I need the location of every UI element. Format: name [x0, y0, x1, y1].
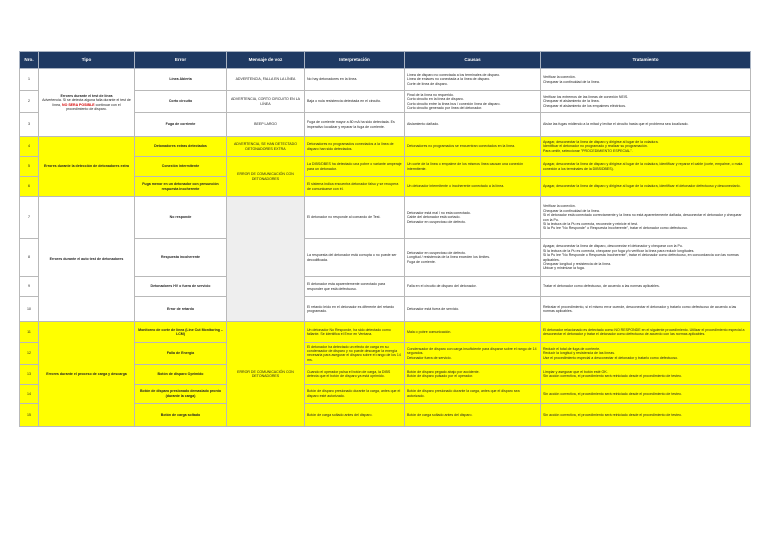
- causes: [405, 403, 541, 426]
- causes: [405, 197, 541, 239]
- group-cell-test-linea: [39, 69, 135, 137]
- group-title: Errores durante el test de línea: [60, 93, 113, 98]
- treatment: [541, 91, 751, 113]
- cause-line: Detonadores no programados se encuentran conectados en la línea.: [407, 144, 516, 149]
- interpretation: El detonador ha detectado un efecto de carga en su condensador de disparo y no puede descargar la energía necesaria para asegurar el disparo sobre el rango de los 14 ms.: [305, 343, 405, 365]
- treatment: [541, 297, 751, 322]
- treatment: [541, 364, 751, 384]
- interpretation: El detonador esta aparentemente conectado para responder que está defectuoso.: [305, 277, 405, 297]
- treatment: [541, 113, 751, 137]
- treatment-line: Apagar, desconectar la línea de disparo y dirigirse al lugar de la voladura, identificar y reparar el cable (corte, empalme, o mala conexión a los terminales de la DIBS/DBES).: [543, 162, 743, 171]
- row-number: 5: [20, 157, 39, 177]
- error-name: Respuesta incoherente: [135, 239, 227, 277]
- group-cell-auto-test: Errores durante el auto test de detonadores: [39, 197, 135, 322]
- cause-line: Línea de disparo no conectada a los terminales de disparo.: [407, 72, 501, 77]
- treatment-line: Chequear la continuidad de la línea.: [543, 79, 600, 84]
- header-no: Nro.: [20, 52, 39, 69]
- treatment: [541, 322, 751, 343]
- interpretation: La DIBS/DBES ha detectado una pobre o variante amperaje para un detonador.: [305, 157, 405, 177]
- treatment-line: Apagar, desconectar la línea de disparo y dirigirse al lugar de la voladura, identificar el detonador defectuoso y desconectarlo.: [543, 184, 741, 189]
- treatment: [541, 239, 751, 277]
- causes: [405, 364, 541, 384]
- treatment: [541, 197, 751, 239]
- interpretation: Detonadores no programados conectados a la línea de disparo han sido detectados.: [305, 137, 405, 157]
- cause-line: Un corte de la línea o empalme de los mismos línea causan una conexión intermitente.: [407, 162, 524, 171]
- causes: [405, 177, 541, 197]
- interpretation: Cuando el operador pulsa el botón de carga, la DIBS detecta que el botón de disparo ya está oprimido.: [305, 364, 405, 384]
- treatment-line: Chequear la continuidad de la línea.: [543, 208, 600, 213]
- error-name: Botón de disparo presionado demasiado pronto (durante la carga): [135, 384, 227, 403]
- causes: [405, 277, 541, 297]
- error-name: Línea Abierta: [135, 69, 227, 91]
- treatment: [541, 157, 751, 177]
- row-number: 4: [20, 137, 39, 157]
- cause-line: Cable del detonador está cortado.: [407, 215, 461, 220]
- cause-line: Detonador está mal / no esta conectado.: [407, 210, 471, 215]
- causes: [405, 322, 541, 343]
- cause-line: Corto circuito entre la línea bus / conexión línea de disparo.: [407, 101, 501, 106]
- cause-line: Botón de disparo pegado abajo por accidente.: [407, 369, 480, 374]
- header-tratamiento: Tratamiento: [541, 52, 751, 69]
- treatment-line: Si la Pu lee "No Responde o Respuesta Incoherente", tratar el detonador como defectuoso, en concordancia con las normas aplicables.: [543, 253, 739, 262]
- treatment-line: Reducir el total de fuga de corriente.: [543, 346, 601, 351]
- treatment-line: Ubicar y minimizar la fuga.: [543, 266, 585, 271]
- table-row: [20, 69, 751, 91]
- treatment-line: Si la lectura de la Pu es correcta, chequear por fuga y/o verificar la línea para reducir longitudes.: [543, 248, 695, 253]
- cause-line: Longitud / resistencia de la línea exceden los límites.: [407, 255, 491, 260]
- treatment-line: Tratar el detonador como defectuoso, de acuerdo a las normas aplicables.: [543, 284, 660, 289]
- error-name: Monitoreo de corte de línea (Line Cut Monitoring – LCM): [135, 322, 227, 343]
- error-name: Falla de Energía: [135, 343, 227, 365]
- cause-line: Condensador de disparo con carga insuficiente para disparar sobre el rango de 14 segundos.: [407, 346, 537, 356]
- error-name: Botón de carga soltado: [135, 403, 227, 426]
- group-note-post: continuar con el procedimiento de disparo.: [66, 102, 121, 111]
- cause-line: Botón de carga soltado antes del disparo.: [407, 412, 473, 417]
- interpretation: Baja o nula resistencia detectada en el circuito.: [305, 91, 405, 113]
- header-mensaje: Mensaje de voz: [227, 52, 305, 69]
- treatment-line: Si la lectura de la Pu es correcta, reconecte y reinicie el test.: [543, 221, 639, 226]
- row-number: 14: [20, 384, 39, 403]
- cause-line: Corte de línea de disparo.: [407, 81, 448, 86]
- cause-line: Corto circuito en la línea de disparo.: [407, 97, 464, 102]
- cause-line: Falla en el circuito de disparo del detonador.: [407, 284, 477, 289]
- treatment: [541, 384, 751, 403]
- causes: [405, 157, 541, 177]
- treatment: [541, 137, 751, 157]
- causes: [405, 343, 541, 365]
- treatment: [541, 69, 751, 91]
- treatment-line: Si la Pu lee "No Responde" o Respuesta Incoherente", tratar el detonador como defectuoso.: [543, 226, 688, 231]
- error-name: Fuga menor en un detonador con presunción respuesta incoherente: [135, 177, 227, 197]
- treatment: [541, 277, 751, 297]
- cause-line: Detonador está fuera de servicio.: [407, 306, 460, 311]
- treatment-line: Sin acción correctiva, el procedimiento será reiniciado desde el procedimiento de testeo.: [543, 391, 682, 396]
- voice-message: ERROR DE COMUNICACIÓN CON DETONADORES: [227, 322, 305, 427]
- cause-line: Detonador en cuspectoso de defecto.: [407, 250, 466, 255]
- interpretation: Un detonador No Responde, ha sido detectado como fallante. Se identifica el Error en Ventana.: [305, 322, 405, 343]
- interpretation: El detonador no responde al comando de Test.: [305, 197, 405, 239]
- treatment-line: Chequear longitud y resistencia de la línea.: [543, 261, 612, 266]
- treatment-line: Limpiar y asegurar que el botón esté OK.: [543, 369, 608, 374]
- treatment-line: El detonador relacionado es detectado como NO RESPONDE en el siguiente procedimiento. Utilizar el procedimiento especial a desconectar el detonador y tratar el detonador como defectuoso de acuerdo con las normas aplicables.: [543, 327, 745, 336]
- treatment-line: Sin acción correctiva, el procedimiento será reiniciado desde el procedimiento de testeo.: [543, 374, 682, 379]
- cause-line: Línea de enlaces no conectada a la línea de disparo.: [407, 77, 491, 82]
- causes: [405, 239, 541, 277]
- cause-line: Aislamiento dañado.: [407, 122, 440, 127]
- header-interpretacion: Interpretación: [305, 52, 405, 69]
- treatment-line: Verificar los extremos de las líneas de conexión NEIS.: [543, 94, 629, 99]
- error-table: [19, 51, 751, 427]
- row-number: 8: [20, 239, 39, 277]
- voice-message: BEEP LARGO: [227, 113, 305, 137]
- row-number: 9: [20, 277, 39, 297]
- header-causas: Causas: [405, 52, 541, 69]
- interpretation: La respuesta del detonador está corrupta o no puede ser decodificada.: [305, 239, 405, 277]
- causes: [405, 113, 541, 137]
- interpretation: El sistema indica encuentra detonador falso y se recupera de comunicarse con él.: [305, 177, 405, 197]
- causes: [405, 137, 541, 157]
- interpretation: No hay detonadores en la línea.: [305, 69, 405, 91]
- cause-line: Mala o pobre comunicación.: [407, 329, 452, 334]
- error-name: Corto circuito: [135, 91, 227, 113]
- voice-message: ADVERTENCIA, FALLA EN LA LÍNEA: [227, 69, 305, 91]
- treatment-line: Para omitir, seleccionar "PROCEDIMIENTO ESPECIAL".: [543, 148, 633, 153]
- table-row: [20, 322, 751, 343]
- treatment-line: Verificar la conexión.: [543, 75, 576, 80]
- error-name: Conexión intermitente: [135, 157, 227, 177]
- cause-line: Fuga de corriente.: [407, 259, 436, 264]
- treatment-line: Chequear el aislamiento de los empalmes eléctricos.: [543, 103, 626, 108]
- table-row: [20, 137, 751, 157]
- row-number: 10: [20, 297, 39, 322]
- treatment-line: Si el detonador está conectado correctamente y la línea no está aparentemente dañada, desconectar el detonador y chequear con la Pu.: [543, 213, 742, 222]
- treatment-line: Use el procedimiento especial a desconectar el detonador y tratarlo como defectuoso.: [543, 355, 679, 360]
- interpretation: Botón de carga soltado antes del disparo.: [305, 403, 405, 426]
- error-name: Detonadores extras detectados: [135, 137, 227, 157]
- group-cell-detonadores-extra: Errores durante la detección de detonadores extra: [39, 137, 135, 197]
- voice-message: ADVERTENCIA, SE HAN DETECTADO DETONADORES EXTRA: [227, 137, 305, 157]
- treatment-line: Verificar la conexión.: [543, 204, 576, 209]
- row-number: 13: [20, 364, 39, 384]
- voice-message: ADVERTENCIA, CORTO CIRCUITO EN LA LÍNEA: [227, 91, 305, 113]
- treatment-line: Apagar, desconectar la línea de disparo, desconectar el detonador y chequear con la Pu.: [543, 244, 683, 249]
- cause-line: Final de la línea no requerido.: [407, 92, 454, 97]
- row-number: 3: [20, 113, 39, 137]
- row-number: 2: [20, 91, 39, 113]
- causes: [405, 384, 541, 403]
- error-name: No responde: [135, 197, 227, 239]
- group-cell-carga-descarga: Errores durante el proceso de carga y descarga: [39, 322, 135, 427]
- treatment-line: Aislar las fugas midiendo a la mitad y levitar el circuito hasta que el problema sea localizado.: [543, 122, 689, 127]
- row-number: 11: [20, 322, 39, 343]
- cause-line: Un detonador intermitente o incoherente conectado a la línea.: [407, 184, 505, 189]
- error-name: Error de retardo: [135, 297, 227, 322]
- group-note-warning: NO SERA POSIBLE: [62, 102, 95, 107]
- treatment-line: Sin acción correctiva, el procedimiento será reiniciado desde el procedimiento de testeo.: [543, 412, 682, 417]
- table-row: [20, 197, 751, 239]
- group-note-pre: Advertencia. Si se detecta alguna falla durante el test de línea,: [42, 98, 131, 107]
- treatment-line: Retiralar el procedimiento, si el mismo error cuende, desconectar el detonador y tratarlo como defectuoso de acuerdo a las normas aplicables.: [543, 304, 737, 313]
- error-name: Detonadores HV o fuera de servicio: [135, 277, 227, 297]
- row-number: 12: [20, 343, 39, 365]
- interpretation: El retardo leído en el detonador es diferente del retardo programado.: [305, 297, 405, 322]
- error-name: Fuga de corriente: [135, 113, 227, 137]
- voice-message: [227, 197, 305, 322]
- header-tipo: Tipo: [39, 52, 135, 69]
- causes: [405, 91, 541, 113]
- treatment-line: Identificar el detonador no programado y realizar su programación.: [543, 144, 648, 149]
- header-error: Error: [135, 52, 227, 69]
- treatment: [541, 403, 751, 426]
- interpretation: Botón de disparo presionado durante la carga, antes que el disparo esté autorizado.: [305, 384, 405, 403]
- cause-line: Botón de disparo pulsado por el operador.: [407, 374, 474, 379]
- cause-line: Detonador en cuspectoso de defecto.: [407, 219, 466, 224]
- row-number: 1: [20, 69, 39, 91]
- row-number: 7: [20, 197, 39, 239]
- cause-line: Detonador fuera de servicio.: [407, 355, 452, 360]
- treatment: [541, 177, 751, 197]
- cause-line: Corto circuito generado por línea del detonador.: [407, 105, 483, 110]
- treatment-line: Chequear el aislamiento de la línea.: [543, 99, 600, 104]
- voice-message: ERROR DE COMUNICACIÓN CON DETONADORES: [227, 157, 305, 197]
- row-number: 6: [20, 177, 39, 197]
- causes: [405, 69, 541, 91]
- treatment: [541, 343, 751, 365]
- table-header-row: [20, 52, 751, 69]
- interpretation: Fuga de corriente mayor a 80 mA ha sido detectada. Es imperativo localizar y reparar la fuga de corriente.: [305, 113, 405, 137]
- treatment-line: Reducir la longitud y resistencia de las líneas.: [543, 351, 615, 356]
- error-table-sheet: [19, 51, 750, 427]
- treatment-line: Apagar, desconectar la línea de disparo y dirigirse al lugar de la voladura.: [543, 139, 659, 144]
- row-number: 15: [20, 403, 39, 426]
- causes: [405, 297, 541, 322]
- error-name: Botón de disparo Oprimido: [135, 364, 227, 384]
- cause-line: Botón de disparo presionado durante la carga, antes que el disparo sea autorizado.: [407, 389, 520, 398]
